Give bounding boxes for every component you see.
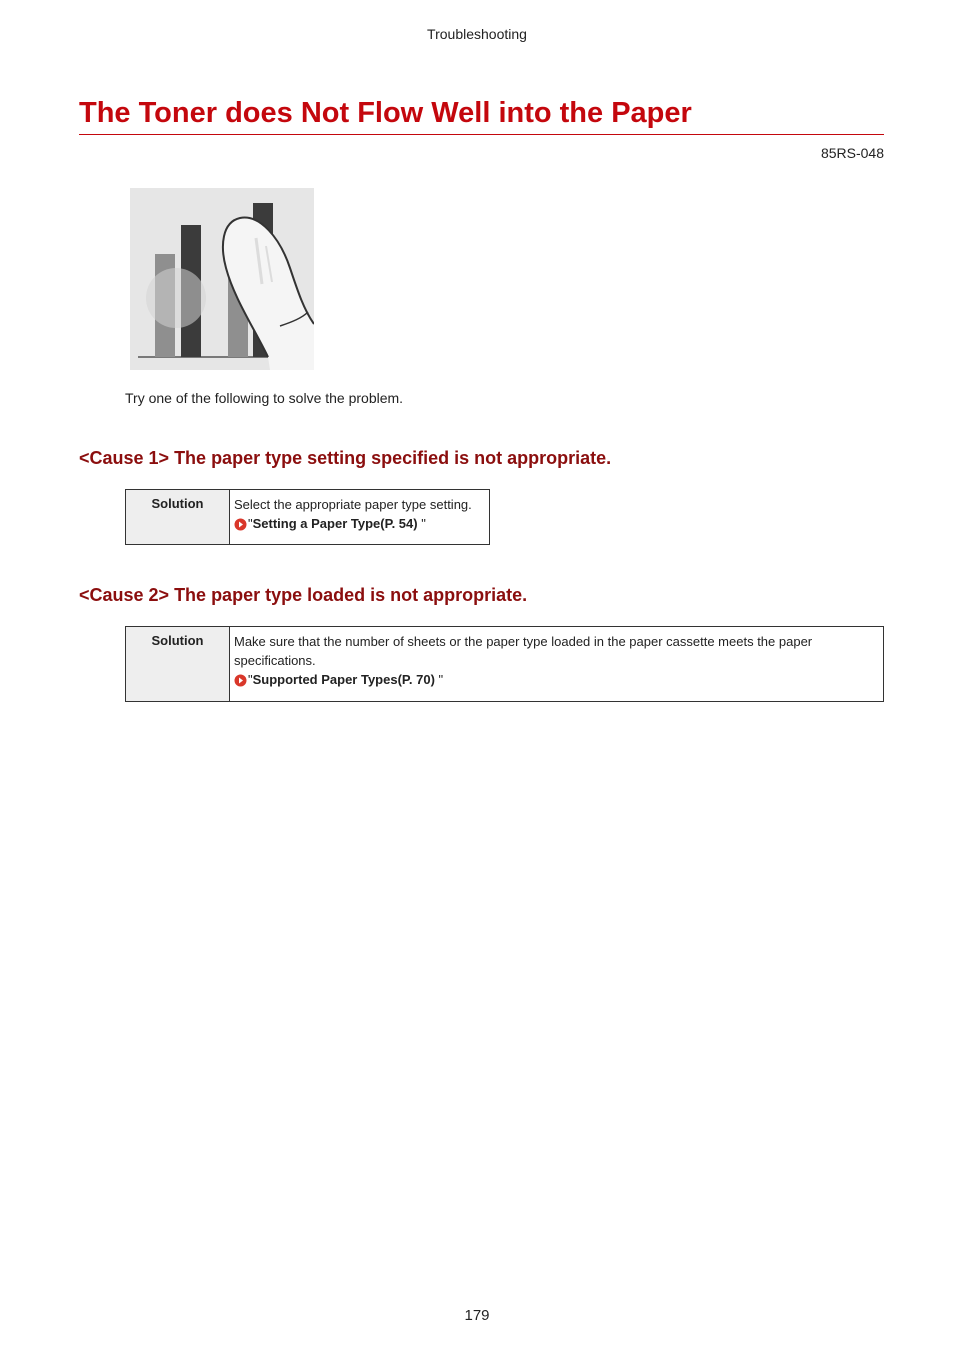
reference-link-text[interactable]: Supported Paper Types(P. 70): [252, 672, 435, 687]
arrow-circle-icon: [234, 517, 247, 530]
cause-1-heading: <Cause 1> The paper type setting specified is not appropriate.: [79, 448, 612, 468]
solution-body: [230, 627, 884, 702]
reference-link[interactable]: [234, 514, 486, 533]
reference-link[interactable]: [234, 670, 880, 689]
solution-body: [230, 490, 490, 545]
reference-link-text[interactable]: Setting a Paper Type(P. 54): [252, 516, 418, 531]
document-code: 85RS-048: [820, 145, 884, 161]
solution-text: Make sure that the number of sheets or the paper type loaded in the paper cassette meets the paper specifications.: [234, 634, 813, 668]
cause-1-solution-table: [125, 489, 490, 545]
solution-label: Solution: [126, 627, 230, 702]
cause-2-solution-table: [125, 626, 884, 702]
solution-text: Select the appropriate paper type setting.: [234, 497, 472, 512]
smudged-print-illustration: [130, 188, 314, 370]
reference-open-quote: ": [248, 516, 253, 531]
arrow-circle-icon: [234, 673, 247, 686]
reference-close-quote: ": [417, 516, 426, 531]
intro-text: Try one of the following to solve the problem.: [125, 390, 404, 406]
reference-open-quote: ": [248, 672, 253, 687]
page-title: The Toner does Not Flow Well into the Paper: [79, 94, 884, 135]
page-number: 179: [464, 1307, 490, 1324]
solution-label: Solution: [126, 490, 230, 545]
running-header: Troubleshooting: [427, 26, 527, 42]
cause-2-heading: <Cause 2> The paper type loaded is not appropriate.: [79, 585, 528, 605]
reference-close-quote: ": [434, 672, 444, 687]
